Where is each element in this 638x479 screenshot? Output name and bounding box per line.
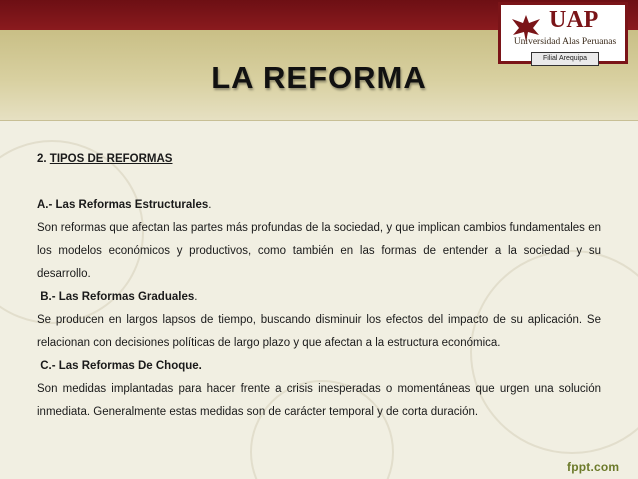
item-text: Se producen en largos lapsos de tiempo, buscando disminuir los efectos del impacto de su aplicación. Se relacionan con decisiones políticas de largo plazo y que afectan a la estructura económica.	[37, 314, 601, 349]
section-heading	[37, 148, 601, 171]
item-label: B.- Las Reformas Graduales.	[40, 291, 198, 303]
university-logo	[498, 2, 628, 64]
item-label: A.- Las Reformas Estructurales.	[37, 199, 212, 211]
footer-logo: fppt.com	[567, 460, 620, 474]
section-number: 2.	[37, 153, 47, 165]
section-title: TIPOS DE REFORMAS	[49, 153, 173, 165]
logo-branch: Filial Arequipa	[531, 52, 599, 66]
item-text: Son medidas implantadas para hacer frente a crisis inesperadas o momentáneas que urgen una solución inmediata. Generalmente estas medidas son de carácter temporal y de corta duración.	[37, 383, 601, 418]
item-label: C.- Las Reformas De Choque.	[40, 360, 202, 372]
logo-title: UAP	[549, 7, 599, 33]
item-text: Son reformas que afectan las partes más profundas de la sociedad, y que implican cambios fundamentales en los modelos económicos y productivos, como también en las formas de entender a la sociedad y su desarrollo.	[37, 222, 601, 280]
logo-subtitle: Universidad Alas Peruanas	[513, 37, 617, 47]
slide-title: LA REFORMA	[211, 60, 427, 95]
content-body	[37, 148, 601, 424]
